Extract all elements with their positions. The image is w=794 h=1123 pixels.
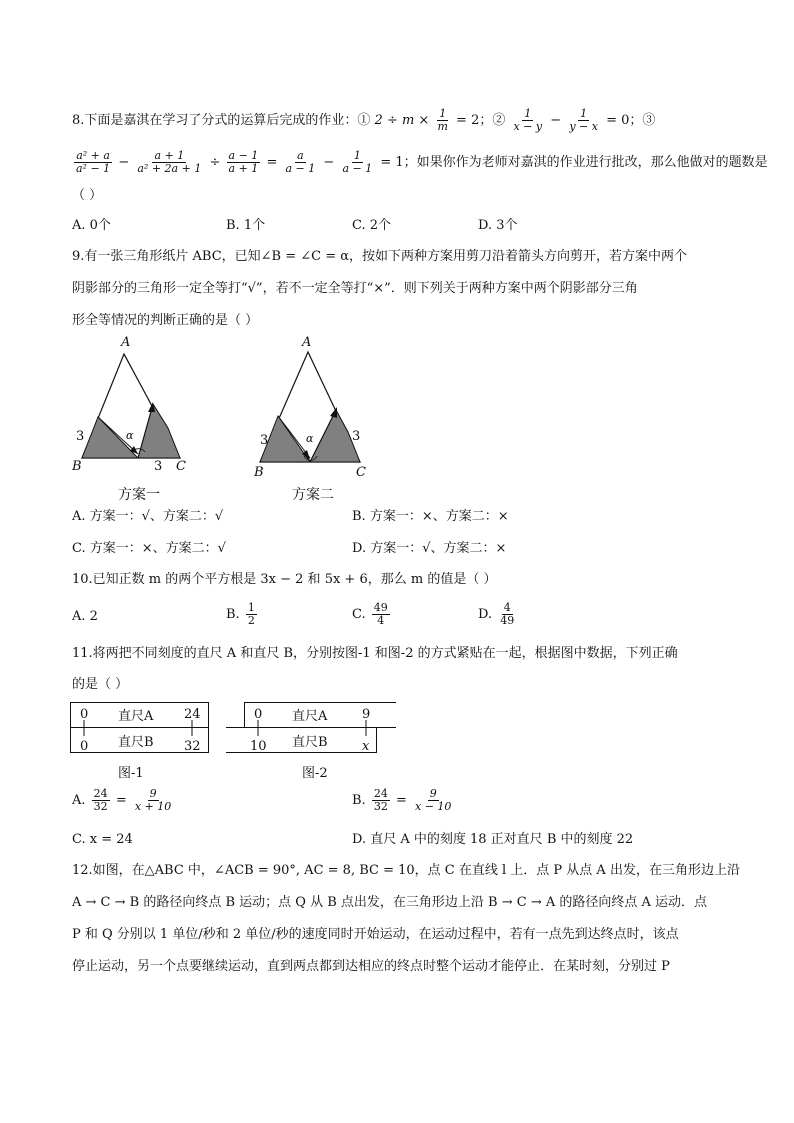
fig2-bottom-right: x	[362, 739, 370, 754]
q9-line2: 阴影部分的三角形一定全等打“√”，若不一定全等打“×”．则下列关于两种方案中两个阴影部分三角	[72, 281, 638, 296]
q11-option-a[interactable]: A. $\frac{24}{32}$ = $\frac{9}{x + 10}$	[72, 787, 172, 813]
q9-line1: 9.有一张三角形纸片 ABC，已知∠B = ∠C = α，按如下两种方案用剪刀沿着箭头方向剪开，若方案中两个	[72, 249, 688, 264]
fig1-top-left: 0	[80, 707, 89, 722]
q12-line1: 12.如图，在△ABC 中，∠ACB = 90°, AC = 8, BC = 10，点 C 在直线 l 上．点 P 从点 A 出发，在三角形边上沿	[72, 863, 740, 878]
q8-eq1-rhs: = 2；②	[456, 113, 506, 128]
q8-option-a[interactable]: A. 0个	[72, 218, 111, 233]
q11-option-b[interactable]: B. $\frac{24}{32}$ = $\frac{9}{x - 10}$	[352, 787, 452, 813]
fig2-bottom-label: 直尺B	[292, 735, 328, 750]
fig2-label-c: C	[356, 465, 366, 480]
q10-option-d[interactable]: D. $\frac{4}{49}$	[478, 601, 515, 627]
q9-caption-1: 方案一	[118, 487, 160, 503]
q8-eq2-rhs: = 0；③	[606, 113, 656, 128]
q8-f5: $\frac{1}{a - 1}$	[342, 149, 373, 175]
q9-figure-2	[252, 335, 382, 490]
q9-option-d[interactable]: D. 方案一：√、方案二：×	[352, 541, 507, 556]
q11-caption-1: 图-1	[118, 766, 144, 781]
fig2-top-right: 9	[362, 707, 371, 722]
q9-option-c[interactable]: C. 方案一：×、方案二：√	[72, 541, 226, 556]
fig1-alpha: α	[126, 429, 134, 442]
q9-line3: 形全等情况的判断正确的是（ ）	[72, 313, 259, 328]
fig1-label-c: C	[176, 459, 186, 474]
q8-option-c[interactable]: C. 2个	[352, 218, 392, 233]
q11-option-d[interactable]: D. 直尺 A 中的刻度 18 正对直尺 B 中的刻度 22	[352, 832, 634, 847]
q9-option-b[interactable]: B. 方案一：×、方案二：×	[352, 509, 509, 524]
fig1-side-1: 3	[76, 429, 85, 444]
q8-option-d[interactable]: D. 3个	[478, 218, 518, 233]
q11-option-c[interactable]: C. x = 24	[72, 832, 133, 847]
fig2-side-1: 3	[260, 433, 269, 448]
q12-line3: P 和 Q 分别以 1 单位/秒和 2 单位/秒的速度同时开始运动，在运动过程中，若有一点先到达终点时，该点	[72, 927, 679, 942]
fig2-top-left: 0	[254, 707, 263, 722]
q8-eq2-frac-b: $\frac{1}{y - x}$	[569, 107, 598, 133]
fig1-side-2: 3	[154, 459, 163, 474]
q9-figure-1	[70, 334, 200, 484]
fig1-bottom-left: 0	[80, 739, 89, 754]
fig2-top-label: 直尺A	[292, 709, 328, 724]
q8-eq3-rhs: = 1；如果你作为老师对嘉淇的作业进行批改，那么他做对的题数是	[380, 155, 768, 170]
fig2-alpha: α	[306, 432, 314, 445]
q8-f1: $\frac{\text{a² + a}}{\text{a² − 1}}$	[76, 149, 111, 175]
q10-option-c[interactable]: C. $\frac{49}{4}$	[352, 601, 388, 627]
q11-ruler-figure-2	[226, 700, 398, 756]
q9-caption-2: 方案二	[292, 487, 334, 503]
q9-option-a[interactable]: A. 方案一：√、方案二：√	[72, 509, 224, 524]
q8-f2: $\frac{a + 1}{\text{a² + 2a + 1}}$	[137, 149, 202, 175]
q12-line4: 停止运动，另一个点要继续运动，直到两点都到达相应的终点时整个运动才能停止．在某时刻，分别过 P	[72, 959, 670, 974]
fig1-top-right: 24	[184, 707, 201, 722]
q8-line2: $\frac{\text{a² + a}}{\text{a² − 1}}$ − $\frac{a + 1}{\text{a² + 2a + 1}}$ ÷ $\frac{a - 1}{a + 1}$ = $\frac{a}{a - 1}$ − $\frac{1}{a - 1}$ = 1；如果你作为老师对嘉淇的作业进行批改，那么他做对的题数是	[76, 149, 768, 175]
q8-paren: （ ）	[72, 188, 103, 203]
q8-f4: $\frac{a}{a - 1}$	[285, 149, 316, 175]
q8-option-b[interactable]: B. 1个	[226, 218, 266, 233]
q8-eq2-frac-a: $\frac{1}{x - y}$	[513, 107, 543, 133]
q11-line2: 的是（ ）	[72, 677, 129, 692]
q10-option-a[interactable]: A. 2	[72, 609, 98, 624]
q12-line2: A → C → B 的路径向终点 B 运动；点 Q 从 B 点出发，在三角形边上沿 B → C → A 的路径向终点 A 运动．点	[72, 895, 708, 910]
fig2-bottom-left: 10	[250, 739, 267, 754]
q11-line1: 11.将两把不同刻度的直尺 A 和直尺 B，分别按图-1 和图-2 的方式紧贴在一起，根据图中数据，下列正确	[72, 646, 678, 661]
q8-f3: $\frac{a - 1}{a + 1}$	[228, 149, 259, 175]
fig2-label-b: B	[254, 465, 264, 480]
q8-line1: 8.下面是嘉淇在学习了分式的运算后完成的作业：① 2 ÷ m × $\frac{1}{m}$ = 2；② $\frac{1}{x - y}$ − $\frac{1}{y - x}$ = 0；③	[72, 107, 656, 133]
fig1-bottom-label: 直尺B	[118, 735, 154, 750]
q10-text: 10.已知正数 m 的两个平方根是 3x − 2 和 5x + 6，那么 m 的值是（ ）	[72, 572, 497, 587]
fig2-label-a: A	[302, 335, 312, 350]
q8-intro: 8.下面是嘉淇在学习了分式的运算后完成的作业：①	[72, 113, 371, 128]
fig1-bottom-right: 32	[184, 739, 201, 754]
fig2-side-2: 3	[352, 429, 361, 444]
fig1-label-a: A	[121, 335, 131, 350]
q11-ruler-figure-1	[70, 700, 210, 756]
q8-eq1-frac: $\frac{1}{m}$	[437, 107, 448, 133]
q8-eq1: 2 ÷ m ×	[374, 113, 430, 128]
q11-caption-2: 图-2	[302, 766, 328, 781]
fig1-label-b: B	[72, 459, 82, 474]
fig1-top-label: 直尺A	[118, 709, 154, 724]
q10-option-b[interactable]: B. $\frac{1}{2}$	[226, 601, 255, 627]
